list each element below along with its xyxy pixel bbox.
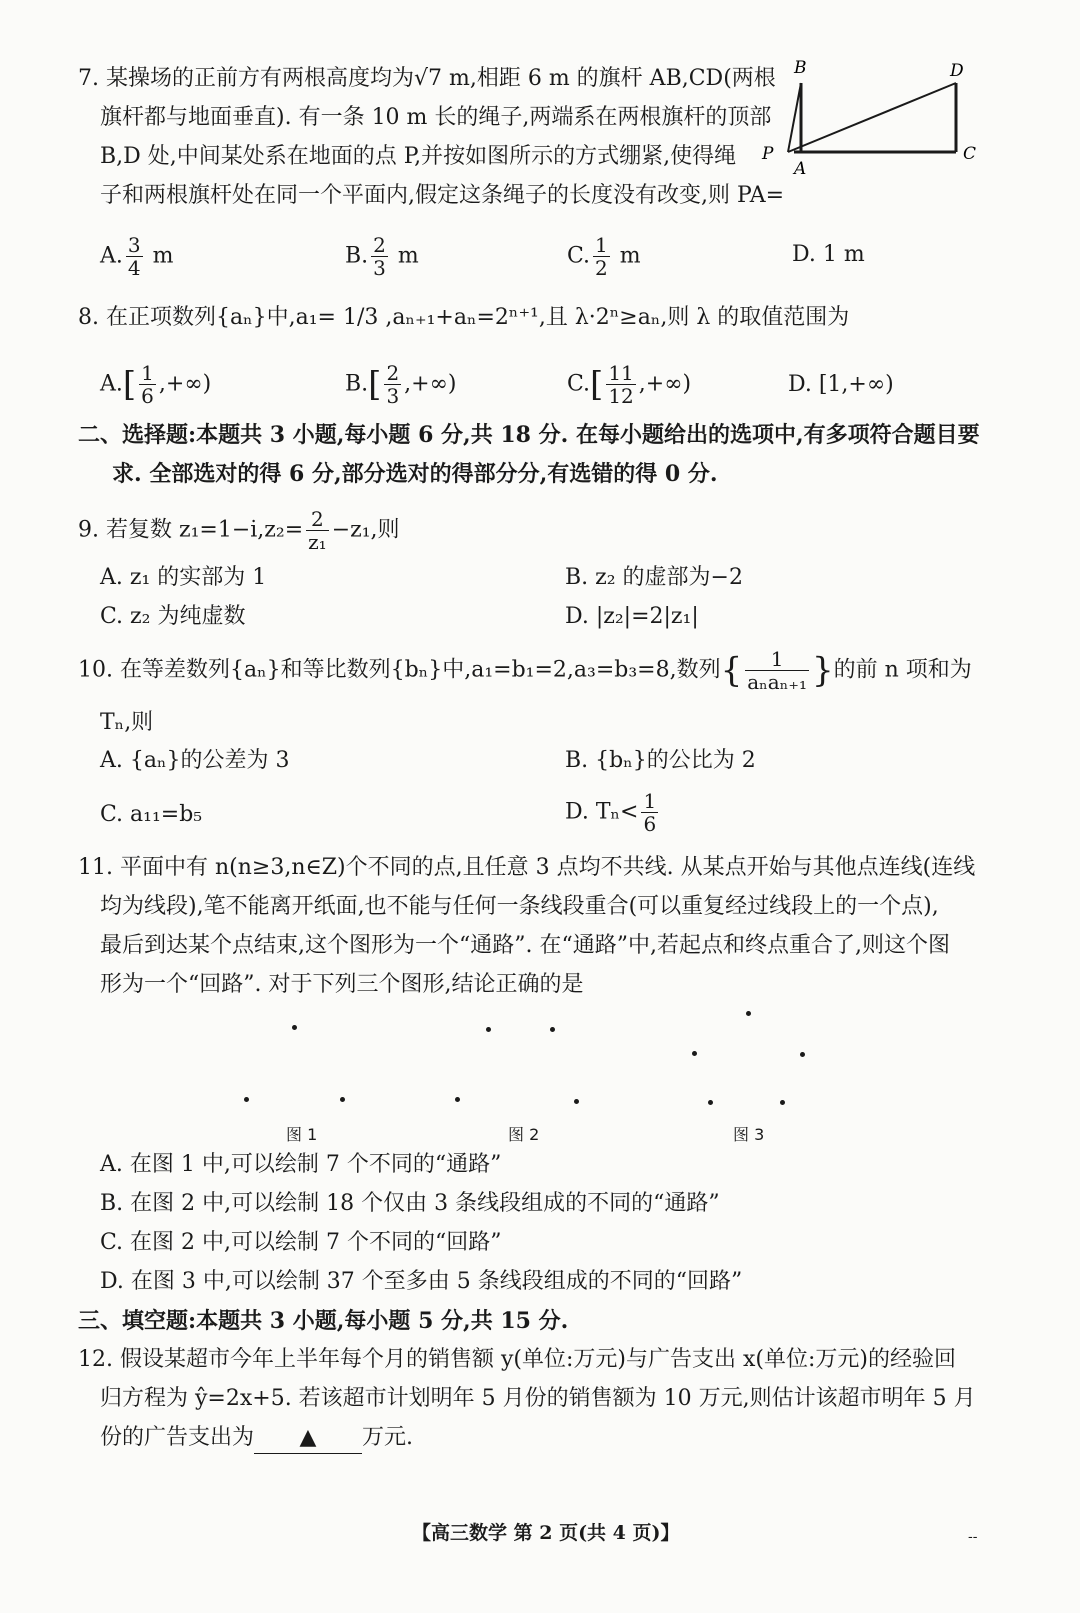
q11-line4: 形为一个“回路”. 对于下列三个图形,结论正确的是 <box>100 972 584 997</box>
q11-option-c[interactable]: C. 在图 2 中,可以绘制 7 个不同的“回路” <box>100 1230 502 1255</box>
q10-option-d[interactable]: D. Tₙ< $\frac{1}{6}$ <box>565 789 657 836</box>
corner-mark: -- <box>968 1529 978 1545</box>
q9-option-a[interactable]: A. z₁ 的实部为 1 <box>100 565 267 590</box>
label-D: D <box>950 61 964 81</box>
q11-option-a[interactable]: A. 在图 1 中,可以绘制 7 个不同的“通路” <box>100 1152 502 1177</box>
fig3-point <box>746 1011 751 1016</box>
q10-option-c[interactable]: C. a₁₁=b₅ <box>100 802 203 827</box>
q10-line2: Tₙ,则 <box>100 710 154 735</box>
q10-option-a[interactable]: A. {aₙ}的公差为 3 <box>100 748 290 773</box>
label-B: B <box>794 58 807 78</box>
fig2-caption: 图 2 <box>508 1125 540 1144</box>
q11-line3: 最后到达某个点结束,这个图形为一个“通路”. 在“通路”中,若起点和终点重合了,则这个图 <box>100 933 950 958</box>
q12-line1: 12. 假设某超市今年上半年每个月的销售额 y(单位:万元)与广告支出 x(单位:万元)的经验回 <box>78 1347 956 1372</box>
q7-option-b[interactable]: B. $\frac{2}{3}$ m <box>345 233 419 280</box>
fig3-point <box>708 1100 713 1105</box>
q8-line1: 8. 在正项数列{aₙ}中,a₁= 1/3 ,aₙ₊₁+aₙ=2ⁿ⁺¹,且 λ·2ⁿ≥aₙ,则 λ 的取值范围为 <box>78 305 850 330</box>
fig2-point <box>455 1097 460 1102</box>
q7-line4: 子和两根旗杆处在同一个平面内,假定这条绳子的长度没有改变,则 PA= <box>100 183 785 208</box>
q8-option-a[interactable]: A.[ $\frac{1}{6}$ ,+∞) <box>100 361 212 408</box>
q8-option-d[interactable]: D. [1,+∞) <box>788 372 894 397</box>
fig2-point <box>550 1027 555 1032</box>
section2-line2: 求. 全部选对的得 6 分,部分选对的得部分分,有选错的得 0 分. <box>112 461 718 487</box>
q11-line1: 11. 平面中有 n(n≥3,n∈Z)个不同的点,且任意 3 点均不共线. 从某点开始与其他点连线(连线 <box>78 855 976 880</box>
q7-option-d[interactable]: D. 1 m <box>792 242 865 267</box>
q11-option-b[interactable]: B. 在图 2 中,可以绘制 18 个仅由 3 条线段组成的不同的“通路” <box>100 1191 720 1216</box>
label-C: C <box>963 144 977 164</box>
fig3-point <box>780 1100 785 1105</box>
q7-flagpole-figure <box>758 55 988 180</box>
fig2-point <box>574 1099 579 1104</box>
label-P: P <box>762 144 774 164</box>
section2-line1: 二、选择题:本题共 3 小题,每小题 6 分,共 18 分. 在每小题给出的选项中,有多项符合题目要 <box>78 422 980 448</box>
q7-line2: 旗杆都与地面垂直). 有一条 10 m 长的绳子,两端系在两根旗杆的顶部 <box>100 105 772 130</box>
fig3-caption: 图 3 <box>733 1125 765 1144</box>
q12-line2: 归方程为 ŷ=2x+5. 若该超市计划明年 5 月份的销售额为 10 万元,则估计该超市明年 5 月 <box>100 1386 976 1411</box>
q8-option-c[interactable]: C.[ $\frac{11}{12}$ ,+∞) <box>567 361 692 408</box>
fig1-point <box>292 1025 297 1030</box>
fig3-point <box>692 1051 697 1056</box>
q9-stem: 9. 若复数 z₁=1−i,z₂= $\frac{2}{\text{z₁}}$ −z₁,则 <box>78 507 400 554</box>
q9-option-b[interactable]: B. z₂ 的虚部为−2 <box>565 565 743 590</box>
label-A: A <box>794 159 807 179</box>
q10-stem: 10. 在等差数列{aₙ}和等比数列{bₙ}中,a₁=b₁=2,a₃=b₃=8,数列{ $\frac{1}{\text{aₙaₙ₊₁}}$ }的前 n 项和为 <box>78 647 972 694</box>
q12-line3: 份的广告支出为 ▲ 万元. <box>100 1423 413 1454</box>
q11-option-d[interactable]: D. 在图 3 中,可以绘制 37 个至多由 5 条线段组成的不同的“回路” <box>100 1269 743 1294</box>
section3-line1: 三、填空题:本题共 3 小题,每小题 5 分,共 15 分. <box>78 1308 569 1334</box>
answer-blank[interactable]: ▲ <box>254 1423 362 1454</box>
q7-option-c[interactable]: C. $\frac{1}{2}$ m <box>567 233 641 280</box>
q8-option-b[interactable]: B.[ $\frac{2}{3}$ ,+∞) <box>345 361 457 408</box>
q10-option-b[interactable]: B. {bₙ}的公比为 2 <box>565 748 756 773</box>
q9-option-d[interactable]: D. |z₂|=2|z₁| <box>565 604 699 629</box>
q7-line3: B,D 处,中间某处系在地面的点 P,并按如图所示的方式绷紧,使得绳 <box>100 144 737 169</box>
q7-option-a[interactable]: A. $\frac{3}{4}$ m <box>100 233 174 280</box>
q11-line2: 均为线段),笔不能离开纸面,也不能与任何一条线段重合(可以重复经过线段上的一个点), <box>100 894 939 919</box>
fig1-point <box>244 1097 249 1102</box>
fig1-caption: 图 1 <box>286 1125 318 1144</box>
fig2-point <box>486 1027 491 1032</box>
q9-option-c[interactable]: C. z₂ 为纯虚数 <box>100 604 246 629</box>
fig3-point <box>800 1052 805 1057</box>
q7-line1: 7. 某操场的正前方有两根高度均为√7 m,相距 6 m 的旗杆 AB,CD(两根 <box>78 66 776 91</box>
page-footer: 【高三数学 第 2 页(共 4 页)】 <box>412 1522 680 1544</box>
fig1-point <box>340 1097 345 1102</box>
